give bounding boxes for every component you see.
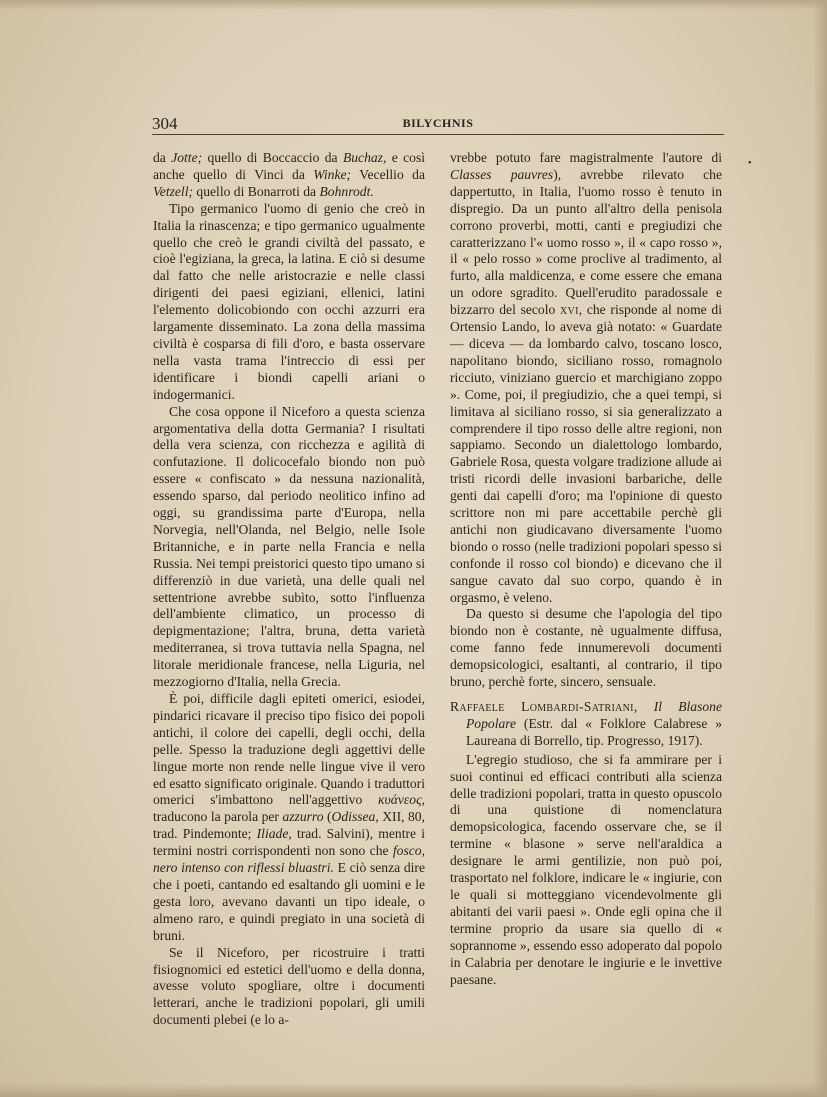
page-edge-bottom: [0, 1083, 827, 1097]
running-title: BILYCHNIS: [402, 116, 474, 130]
paragraph: Da questo si desume che l'apologia del tipo biondo non è costante, nè ugualmente diffusa, come fanno fede innumerevoli documenti demopsicologici, esaltanti, al contrario, il tipo bruno, perchè forte, sincero, sensuale.: [450, 606, 722, 690]
page-edge-right: [813, 0, 827, 1097]
running-header: [152, 112, 724, 134]
paragraph: Che cosa oppone il Niceforo a questa scienza argomentativa della dotta Germania? I risultati della vera scienza, con ricchezza e agilità di confutazione. Il dolicocefalo biondo non può essere « confiscato » da nessuna nazionalità, essendo sparso, dal periodo neolitico infino ad oggi, su grandissima parte d'Europa, nella Norvegia, nell'Olanda, nel Belgio, nelle Isole Britanniche, e in parte nella Francia e nella Russia. Nei tempi preistorici questo tipo umano si differenziò in due varietà, una delle quali nel settentrione avrebbe subìto, sotto l'influenza dell'ambiente climatico, un processo di depigmentazione; l'altra, bruna, detta varietà mediterranea, si trova tuttavia nella Spagna, nel litorale meridionale francese, nella Liguria, nel mezzogiorno d'Italia, nella Grecia.: [153, 403, 425, 690]
review-author: Raffaele Lombardi-Satriani,: [450, 699, 638, 714]
paragraph: Se il Niceforo, per ricostruire i tratti fisiognomici ed estetici dell'uomo e della donna, avesse voluto spogliare, oltre i documenti letterari, anche le tradizioni popolari, gli umili documenti plebei (e lo a-: [153, 944, 425, 1028]
header-rule: [152, 134, 724, 135]
review-heading: [450, 699, 722, 750]
page-number: 304: [152, 114, 178, 133]
paragraph: da Jotte; quello di Boccaccio da Buchaz, e così anche quello di Vinci da Winke; Vecellio da Vetzell; quello di Bonarroti da Bohnrodt.: [153, 150, 426, 199]
paragraph: L'egregio studioso, che si fa ammirare per i suoi continui ed efficaci contributi alla scienza delle tradizioni popolari, tratta in questo opuscolo di una quistione di nomenclatura demopsicologica, facendo osservare che, se il termine « blasone » serve nell'araldica a designare le armi gentilizie, non può poi, trasportato nel folklore, indicare le « ingiurie, con le quali si motteggiano vicendevolmente gli abitanti dei varii paesi ». Onde egli opina che il termine proprio da usare sia quello di « soprannome », essendo esso adoperato dal popolo in Calabria per denotare le ingiurie e le invettive paesane.: [450, 751, 722, 987]
paragraph: Tipo germanico l'uomo di genio che creò in Italia la rinascenza; e tipo germanico ugualmente quello che creò le grandi civiltà del passato, e cioè l'egiziana, la greca, la latina. E ciò si desume dal fatto che nelle aristocrazie e nelle classi dirigenti dei paesi egiziani, ellenici, latini l'elemento dolicobiondo con occhi azzurri era largamente disseminato. La zona della massima civiltà è cosparsa di fili d'oro, e basta osservare nella vasta trama l'intreccio di essi per identificare i biondi capelli ariani o indogermanici.: [153, 200, 425, 402]
right-column: [450, 150, 722, 988]
margin-dot: •: [748, 158, 752, 169]
paragraph: vrebbe potuto fare magistralmente l'autore di Classes pauvres), avrebbe rilevato che dappertutto, in Italia, l'uomo rosso è tenuto in dispregio. Da un punto all'altro della penisola corrono proverbi, motti, canti e pregiudizi che caratterizzano l'« uomo rosso », il « capo rosso », il « pelo rosso » come proclive al tradimento, al furto, alla maldicenza, e come essere che emana un odore sgradito. Quell'erudito paradossale e bizzarro del secolo xvi, che risponde al nome di Ortensio Lando, lo aveva già notato: « Guardate — diceva — da lombardo calvo, toscano losco, napolitano biondo, siciliano rosso, romagnolo ricciuto, viniziano guercio et marchigiano zoppo ». Come, poi, il pregiudizio, che a quei tempi, si limitava al siciliano rosso, si sia generalizzato a comprendere il tipo rosso delle altre regioni, non sappiamo. Secondo un dialettologo lombardo, Gabriele Rosa, questa volgare tradizione allude ai tristi ricordi delle invasioni barbariche, delle genti dai capelli d'oro; ma l'opinione di questo scrittore non mi pare accettabile perchè gli antichi non giudicavano diversamente l'uomo biondo o rosso (nelle tradizioni popolari spesso si confonde il rosso col biondo) e dicevano che il sangue cavato dal suo corpo, quando è in orgasmo, è veleno.: [450, 150, 722, 605]
review-publication: (Estr. dal « Folklore Calabrese » Laureana di Borrello, tip. Progresso, 1917).: [466, 715, 722, 748]
review-title: Il Blasone Popolare: [466, 699, 722, 731]
left-column: [153, 150, 425, 1029]
paragraph: È poi, difficile dagli epiteti omerici, esiodei, pindarici ricavare il preciso tipo fisico dei popoli antichi, il colore dei capelli, degli occhi, della pelle. Spesso la traduzione degli aggettivi delle lingue morte non rende nelle lingue vive il vero ed esatto significato originale. Quando i traduttori omerici s'imbattono nell'aggettivo κυάνεος, traducono la parola per azzurro (Odissea, XII, 80, trad. Pindemonte; Iliade, trad. Salvini), mentre i termini nostri corrispondenti non sono che fosco, nero intenso con riflessi bluastri. E ciò senza dire che i poeti, cantando ed esaltando gli uomini e le gesta loro, avevano davanti un tipo ideale, o almeno raro, e quindi pregiato in una società di bruni.: [153, 691, 425, 943]
page-edge-top: [0, 0, 827, 10]
